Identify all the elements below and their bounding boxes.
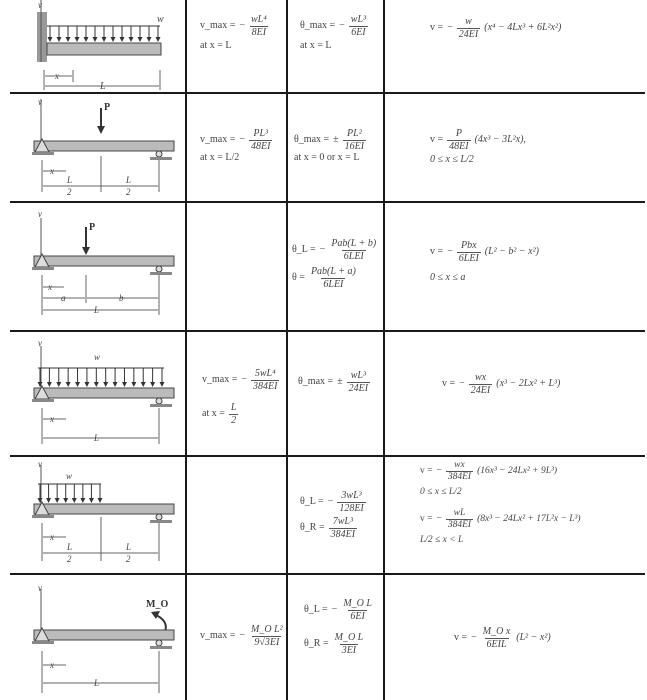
formula-sign: − <box>447 22 453 34</box>
formula-tail: (8x³ − 24Lx² + 17L²x − L³) <box>477 513 581 524</box>
location-note: at x = L/2 <box>200 152 240 163</box>
load-arrowhead <box>75 37 80 42</box>
formula-lhs: v = <box>420 513 433 524</box>
span-label: L <box>94 433 100 443</box>
location-note: at x = 0 or x = L <box>294 152 360 163</box>
formula-numerator: M_O L <box>343 598 372 609</box>
load-arrowhead <box>150 382 155 387</box>
axis-label: v <box>38 209 42 219</box>
formula-sign: − <box>339 20 345 32</box>
formula-denominator: 24EI <box>458 28 479 40</box>
load-arrowhead <box>122 382 127 387</box>
load-arrowhead <box>103 382 108 387</box>
location-numerator: L <box>230 402 237 413</box>
formula-numerator: Pab(L + b) <box>331 238 377 249</box>
formula-lhs: θ_R = <box>304 638 329 650</box>
formula-sign: − <box>239 134 245 146</box>
slope <box>298 370 370 394</box>
formula-sign: − <box>327 496 334 508</box>
half-span-num: L <box>126 542 132 552</box>
x-label: x <box>50 532 54 542</box>
diagram-end-moment <box>30 575 180 700</box>
slope <box>300 490 366 540</box>
formula-sign: − <box>436 465 442 476</box>
formula-lhs: v = <box>454 632 468 644</box>
range-note: 0 ≤ x ≤ L/2 <box>420 486 462 497</box>
formula-denominator: 6EI <box>350 610 365 622</box>
load-arrowhead <box>46 498 51 503</box>
location-note: at x = L <box>200 40 232 51</box>
formula-tail: (4x³ − 3L²x), <box>474 134 526 146</box>
formula-numerator: w <box>465 16 472 27</box>
slope <box>304 598 374 656</box>
load-arrowhead <box>72 498 77 503</box>
formula-numerator: Pbx <box>461 240 477 251</box>
load-arrowhead <box>66 382 71 387</box>
formula-sign: − <box>319 244 326 256</box>
formula-numerator: 5wL⁴ <box>254 368 276 379</box>
load-arrowhead <box>94 382 99 387</box>
formula-lhs: v = <box>420 465 433 476</box>
diagram-offset-point-load <box>30 203 180 330</box>
formula-lhs: v_max = <box>200 134 236 146</box>
formula-numerator: wL⁴ <box>251 14 267 25</box>
x-label: x <box>50 166 54 176</box>
load-arrowhead <box>156 37 161 42</box>
x-label: x <box>50 414 54 424</box>
load-arrowhead <box>84 37 89 42</box>
load-arrowhead <box>56 382 61 387</box>
elastic-curve <box>454 626 551 650</box>
formula-tail: (L² − x²) <box>516 632 551 644</box>
formula-sign: − <box>459 378 465 390</box>
load-arrowhead <box>57 37 62 42</box>
formula-tail: (16x³ − 24Lx² + 9L³) <box>477 465 558 476</box>
load-arrowhead <box>89 498 94 503</box>
diagram-cantilever <box>30 0 180 92</box>
formula-tail: (x³ − 2Lx² + L³) <box>496 378 561 390</box>
formula-lhs: v = <box>430 22 444 34</box>
formula-lhs: θ = <box>292 272 305 284</box>
formula-denominator: 48EI <box>449 140 469 152</box>
max-deflection <box>200 128 272 164</box>
formula-tail: (x⁴ − 4Lx³ + 6L²x²) <box>484 22 562 34</box>
formula-numerator: P <box>455 128 462 139</box>
formula-denominator: 3EI <box>341 644 357 656</box>
span-label: L <box>100 81 106 92</box>
axis-label: v <box>38 583 42 593</box>
formula-denominator: 384EI <box>253 380 278 392</box>
half-span-den: 2 <box>126 187 131 197</box>
load-arrowhead <box>63 498 68 503</box>
location-note: at x = L <box>300 40 332 51</box>
max-deflection <box>202 368 279 426</box>
load-arrowhead <box>75 382 80 387</box>
column-divider <box>286 0 288 700</box>
x-label: x <box>55 71 59 81</box>
formula-lhs: θ_L = <box>304 604 328 616</box>
formula-numerator: wL <box>453 507 466 518</box>
diagram-uniform-load <box>30 332 180 455</box>
formula-numerator: Pab(L + a) <box>310 266 356 277</box>
load-arrowhead <box>141 382 146 387</box>
load-arrowhead <box>66 37 71 42</box>
axis-label: v <box>38 338 42 348</box>
x-label: x <box>50 660 54 670</box>
formula-denominator: 384EI <box>447 471 472 482</box>
formula-sign: − <box>471 632 477 644</box>
formula-lhs: θ_L = <box>292 244 316 256</box>
axis-label: v <box>38 0 42 10</box>
slope <box>294 128 366 164</box>
formula-numerator: wx <box>474 372 487 383</box>
load-arrowhead <box>129 37 134 42</box>
elastic-curve <box>430 240 539 284</box>
load-label: P <box>89 222 96 233</box>
formula-numerator: wx <box>454 460 465 470</box>
formula-numerator: M_O L <box>334 632 364 643</box>
half-span-num: L <box>126 175 132 185</box>
elastic-curve <box>442 372 560 396</box>
load-arrowhead <box>55 498 60 503</box>
formula-lhs: θ_max = <box>300 20 336 32</box>
formula-sign: − <box>239 20 245 32</box>
load-arrowhead <box>111 37 116 42</box>
load-label: w <box>157 14 164 25</box>
elastic-curve <box>430 128 526 166</box>
range-note: 0 ≤ x ≤ a <box>430 272 466 283</box>
formula-lhs: v = <box>430 134 444 146</box>
load-label: w <box>66 471 73 481</box>
half-span-den: 2 <box>67 554 72 564</box>
span-label: L <box>94 678 100 688</box>
formula-denominator: 6LEI <box>323 278 344 290</box>
formula-denominator: 8EI <box>251 26 267 38</box>
formula-denominator: 384EI <box>447 519 472 530</box>
half-span-den: 2 <box>67 187 72 197</box>
load-arrowhead <box>138 37 143 42</box>
formula-lhs: v = <box>430 246 444 258</box>
diagram-center-point-load <box>30 94 180 201</box>
formula-lhs: v = <box>442 378 456 390</box>
formula-denominator: 6LEI <box>458 252 479 264</box>
load-arrowhead <box>131 382 136 387</box>
formula-sign: − <box>239 630 245 642</box>
half-span-num: L <box>67 542 73 552</box>
formula-numerator: 3wL³ <box>341 490 362 501</box>
half-span-num: L <box>67 175 73 185</box>
formula-sign: − <box>331 604 338 616</box>
load-arrowhead <box>160 382 165 387</box>
slope <box>292 238 378 290</box>
axis-label: v <box>38 459 42 469</box>
load-label: P <box>104 102 111 113</box>
formula-numerator: 7wL³ <box>332 516 353 527</box>
load-arrowhead <box>80 498 85 503</box>
formula-numerator: M_O x <box>482 626 511 637</box>
column-divider <box>185 0 187 700</box>
formula-sign: − <box>241 374 247 386</box>
formula-sign: − <box>447 246 453 258</box>
slope <box>300 14 368 52</box>
load-arrowhead <box>47 382 52 387</box>
formula-denominator: 9√3EI <box>254 636 280 648</box>
half-span-den: 2 <box>126 554 131 564</box>
column-divider <box>383 0 385 700</box>
formula-denominator: 16EI <box>344 140 365 152</box>
formula-lhs: v_max = <box>202 374 238 386</box>
formula-sign: ± <box>337 376 343 388</box>
formula-lhs: v_max = <box>200 20 236 32</box>
formula-sign: − <box>436 513 442 524</box>
formula-numerator: wL³ <box>350 370 366 381</box>
formula-numerator: wL³ <box>350 14 367 25</box>
formula-lhs: θ_max = <box>298 376 334 388</box>
load-arrowhead <box>84 382 89 387</box>
span-label: L <box>94 305 100 315</box>
load-arrowhead <box>93 37 98 42</box>
load-label: w <box>94 352 101 362</box>
formula-denominator: 128EI <box>339 502 364 514</box>
max-deflection <box>200 624 285 648</box>
range-note: L/2 ≤ x < L <box>420 534 464 545</box>
x-label: x <box>48 282 52 292</box>
formula-denominator: 384EI <box>330 528 356 540</box>
formula-numerator: M_O L² <box>251 624 283 635</box>
axis-label: v <box>38 97 42 107</box>
formula-denominator: 48EI <box>251 140 271 152</box>
load-label: M_O <box>146 599 169 610</box>
a-label: a <box>61 293 66 303</box>
load-arrowhead <box>147 37 152 42</box>
b-label: b <box>119 293 124 303</box>
formula-sign: ± <box>333 134 339 146</box>
formula-denominator: 24EI <box>348 382 369 394</box>
location-denominator: 2 <box>231 414 237 426</box>
elastic-curve <box>430 16 561 40</box>
max-deflection <box>200 14 269 52</box>
elastic-curve <box>420 460 581 546</box>
formula-denominator: 24EI <box>470 384 491 396</box>
formula-lhs: θ_max = <box>294 134 330 146</box>
formula-numerator: PL³ <box>253 128 269 139</box>
formula-denominator: 6EI <box>351 26 366 38</box>
load-arrowhead <box>102 37 107 42</box>
formula-lhs: θ_R = <box>300 522 325 534</box>
load-arrowhead <box>120 37 125 42</box>
formula-lhs: θ_L = <box>300 496 324 508</box>
location-note: at x = <box>202 408 225 420</box>
formula-denominator: 6LEI <box>343 250 364 262</box>
formula-numerator: PL² <box>347 128 362 139</box>
formula-lhs: v_max = <box>200 630 236 642</box>
load-arrowhead <box>48 37 53 42</box>
diagram-half-uniform-load <box>30 457 180 573</box>
load-arrowhead <box>113 382 118 387</box>
formula-tail: (L² − b² − x²) <box>484 246 539 258</box>
load-arrowhead <box>98 498 103 503</box>
formula-denominator: 6EIL <box>486 638 507 650</box>
range-note: 0 ≤ x ≤ L/2 <box>430 154 474 165</box>
